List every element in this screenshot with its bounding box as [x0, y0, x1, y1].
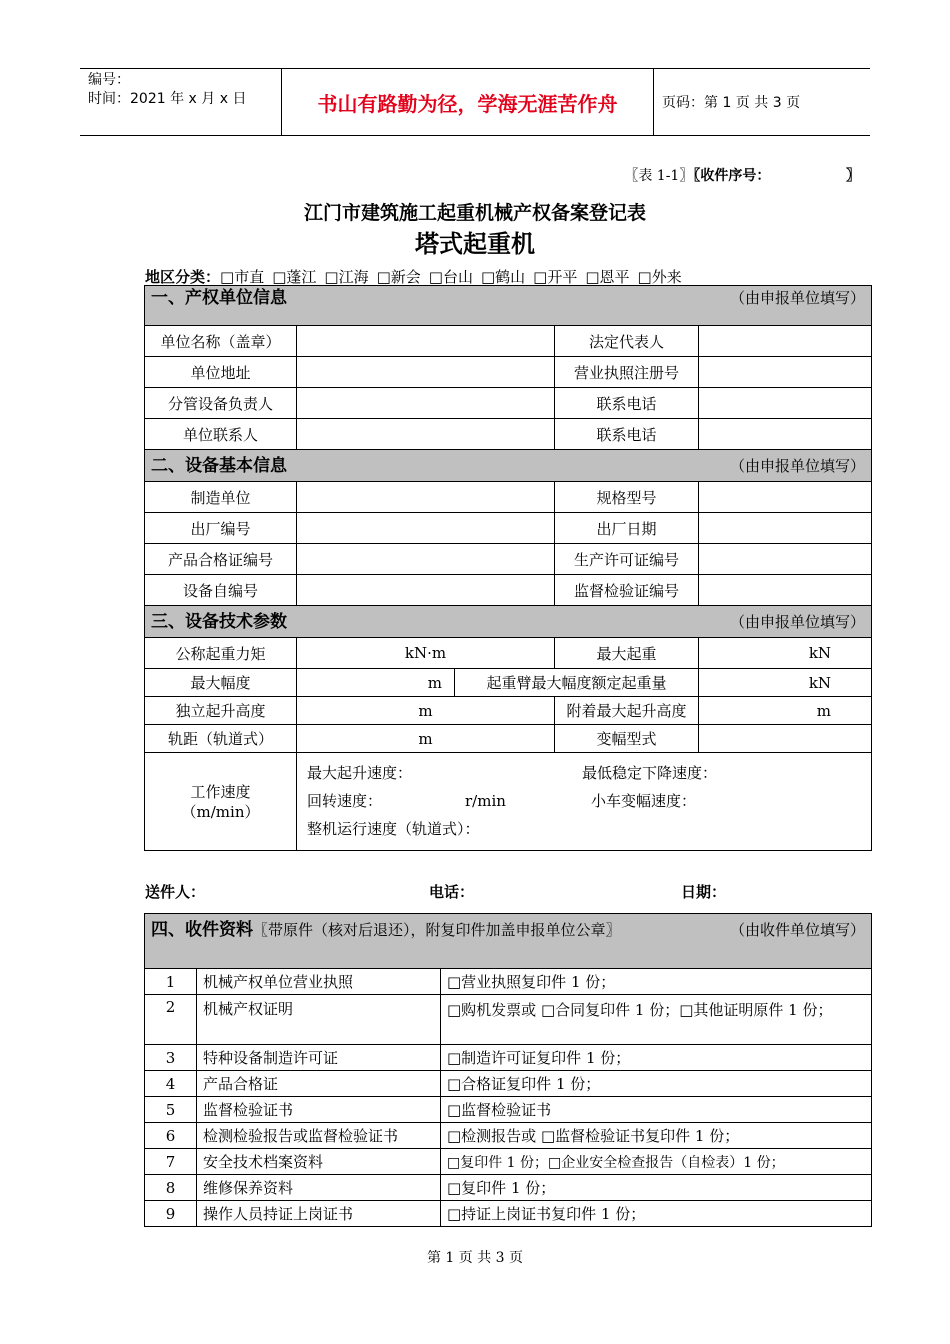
field-label: 单位联系人	[145, 419, 297, 450]
table-row	[145, 697, 872, 725]
field-input[interactable]	[297, 419, 555, 450]
document-item: 机械产权单位营业执照	[197, 969, 441, 995]
time-label: 时间：2021 年 x 月 x 日	[88, 91, 247, 107]
region-option[interactable]: □恩平	[585, 268, 630, 286]
form-subtitle: 塔式起重机	[415, 230, 535, 258]
document-item: 监督检验证书	[197, 1097, 441, 1123]
section2-note: （由申报单位填写）	[730, 456, 866, 475]
section1-title: 一、产权单位信息	[151, 288, 287, 308]
unit-field[interactable]: kN	[699, 638, 872, 669]
table-row	[145, 1123, 872, 1149]
section4-note: （由收件单位填写）	[729, 921, 865, 939]
document-checkbox[interactable]: □监督检验证书	[441, 1097, 872, 1123]
section3-title: 三、设备技术参数	[151, 611, 287, 632]
section4-header	[145, 914, 872, 969]
field-label: 联系电话	[555, 419, 699, 450]
form-title: 江门市建筑施工起重机械产权备案登记表	[303, 202, 646, 224]
unit-field[interactable]: m	[297, 669, 455, 697]
unit-field[interactable]: m	[699, 697, 872, 725]
field-label: 单位地址	[145, 357, 297, 388]
sender-label: 送件人：	[145, 883, 206, 901]
field-label: 轨距（轨道式）	[145, 725, 297, 753]
field-input[interactable]	[297, 482, 555, 513]
document-item: 检测检验报告或监督检验证书	[197, 1123, 441, 1149]
table-row	[145, 388, 872, 419]
field-input[interactable]	[297, 513, 555, 544]
unit-field[interactable]: m	[297, 697, 555, 725]
table-row	[145, 1149, 872, 1175]
field-label: 规格型号	[555, 482, 699, 513]
table-row	[145, 513, 872, 544]
table-row	[145, 326, 872, 357]
region-option[interactable]: □台山	[428, 268, 473, 286]
unit-field[interactable]: kN·m	[297, 638, 555, 669]
region-option[interactable]: □鹤山	[480, 268, 526, 286]
field-input[interactable]	[699, 544, 872, 575]
table-row	[145, 1071, 872, 1097]
document-checkbox[interactable]: □购机发票或 □合同复印件 1 份；□其他证明原件 1 份；	[441, 995, 872, 1045]
row-number: 9	[145, 1201, 197, 1227]
table-row	[145, 1175, 872, 1201]
header-meta	[80, 69, 282, 135]
document-item: 维修保养资料	[197, 1175, 441, 1201]
region-option[interactable]: □开平	[533, 268, 578, 286]
table-row	[145, 544, 872, 575]
table-row	[145, 638, 872, 669]
unit-field[interactable]: m	[297, 725, 555, 753]
field-input[interactable]	[699, 513, 872, 544]
field-label: 产品合格证编号	[145, 544, 297, 575]
field-input[interactable]	[297, 575, 555, 606]
section3-header	[145, 606, 872, 638]
page-header	[80, 68, 870, 136]
field-label: 变幅型式	[555, 725, 699, 753]
registration-table	[144, 285, 872, 851]
field-label: 最大幅度	[145, 669, 297, 697]
document-checkbox[interactable]: □制造许可证复印件 1 份；	[441, 1045, 872, 1071]
table-row	[145, 419, 872, 450]
row-number: 5	[145, 1097, 197, 1123]
field-label: 最大起重	[555, 638, 699, 669]
document-item: 安全技术档案资料	[197, 1149, 441, 1175]
row-number: 2	[145, 995, 197, 1045]
min-down-speed: 最低稳定下降速度：	[582, 764, 718, 782]
row-number: 3	[145, 1045, 197, 1071]
table-row	[145, 575, 872, 606]
page-footer: 第 1 页 共 3 页	[426, 1250, 524, 1266]
row-number: 4	[145, 1071, 197, 1097]
table-row	[145, 482, 872, 513]
document-checkbox[interactable]: □复印件 1 份；	[441, 1175, 872, 1201]
field-input[interactable]	[297, 357, 555, 388]
speed-label: 工作速度（m/min）	[145, 753, 297, 851]
table-row	[145, 995, 872, 1045]
slewing-unit: r/min	[465, 792, 506, 810]
document-checkbox[interactable]: □检测报告或 □监督检验证书复印件 1 份；	[441, 1123, 872, 1149]
slewing-speed: 回转速度：	[307, 792, 383, 810]
field-label: 分管设备负责人	[145, 388, 297, 419]
region-option[interactable]: □市直	[220, 268, 265, 286]
document-checkbox[interactable]: □持证上岗证书复印件 1 份；	[441, 1201, 872, 1227]
field-label: 监督检验证编号	[555, 575, 699, 606]
document-checkbox[interactable]: □复印件 1 份；□企业安全检查报告（自检表）1 份；	[441, 1149, 872, 1175]
table-row	[145, 725, 872, 753]
document-item: 产品合格证	[197, 1071, 441, 1097]
field-label: 出厂日期	[555, 513, 699, 544]
field-label: 单位名称（盖章）	[145, 326, 297, 357]
table-row	[145, 1045, 872, 1071]
documents-table	[144, 913, 872, 1227]
field-label: 设备自编号	[145, 575, 297, 606]
receive-end: 〗	[846, 168, 860, 184]
table-row	[145, 669, 872, 697]
field-input[interactable]	[297, 388, 555, 419]
field-input[interactable]	[699, 357, 872, 388]
field-label: 制造单位	[145, 482, 297, 513]
page-label: 页码：第 1 页 共 3 页	[662, 95, 801, 111]
section2-header	[145, 450, 872, 482]
slogan: 书山有路勤为径，学海无涯苦作舟	[282, 69, 654, 135]
speed-fields[interactable]	[297, 753, 872, 851]
max-lift-speed: 最大起升速度：	[307, 764, 413, 782]
field-label: 出厂编号	[145, 513, 297, 544]
field-input[interactable]	[699, 482, 872, 513]
region-option[interactable]: □外来	[637, 268, 682, 286]
table-row	[145, 1201, 872, 1227]
section3-note: （由申报单位填写）	[730, 612, 866, 631]
field-label: 附着最大起升高度	[555, 697, 699, 725]
receive-label: 〖收件序号：	[693, 168, 771, 184]
table-ref: 〖表 1-1〗	[624, 168, 694, 184]
table-row	[145, 1097, 872, 1123]
field-label: 法定代表人	[555, 326, 699, 357]
code-label: 编号：	[88, 72, 130, 88]
date-label: 日期：	[681, 883, 727, 901]
trolley-speed: 小车变幅速度：	[591, 792, 697, 810]
document-item: 操作人员持证上岗证书	[197, 1201, 441, 1227]
field-input[interactable]	[699, 725, 872, 753]
field-input[interactable]	[699, 575, 872, 606]
document-checkbox[interactable]: □合格证复印件 1 份；	[441, 1071, 872, 1097]
section4-subtitle: 〖带原件（核对后退还），附复印件加盖申报单位公章〗	[253, 921, 621, 939]
field-label: 独立起升高度	[145, 697, 297, 725]
field-label: 联系电话	[555, 388, 699, 419]
speed-row	[145, 753, 872, 851]
document-item: 机械产权证明	[197, 995, 441, 1045]
field-label: 营业执照注册号	[555, 357, 699, 388]
field-label: 生产许可证编号	[555, 544, 699, 575]
section4-title: 四、收件资料	[151, 920, 253, 940]
phone-label: 电话：	[429, 883, 475, 901]
field-input[interactable]	[297, 326, 555, 357]
field-input[interactable]	[699, 388, 872, 419]
section2-title: 二、设备基本信息	[151, 455, 287, 476]
document-item: 特种设备制造许可证	[197, 1045, 441, 1071]
row-number: 7	[145, 1149, 197, 1175]
field-label: 公称起重力矩	[145, 638, 297, 669]
table-row	[145, 357, 872, 388]
travel-speed: 整机运行速度（轨道式）：	[307, 820, 480, 838]
region-option[interactable]: □新会	[376, 268, 421, 286]
region-option[interactable]: □江海	[324, 268, 369, 286]
row-number: 8	[145, 1175, 197, 1201]
section1-header	[145, 286, 872, 326]
region-label: 地区分类：	[145, 268, 221, 286]
document-checkbox[interactable]: □营业执照复印件 1 份；	[441, 969, 872, 995]
field-input[interactable]	[699, 326, 872, 357]
field-label: 起重臂最大幅度额定起重量	[455, 669, 699, 697]
table-row	[145, 969, 872, 995]
form-number	[624, 165, 860, 185]
unit-field[interactable]: kN	[699, 669, 872, 697]
row-number: 6	[145, 1123, 197, 1149]
region-option[interactable]: □蓬江	[272, 268, 317, 286]
field-input[interactable]	[297, 544, 555, 575]
field-input[interactable]	[699, 419, 872, 450]
region-classification	[145, 266, 690, 287]
section1-note: （由申报单位填写）	[730, 289, 866, 307]
row-number: 1	[145, 969, 197, 995]
